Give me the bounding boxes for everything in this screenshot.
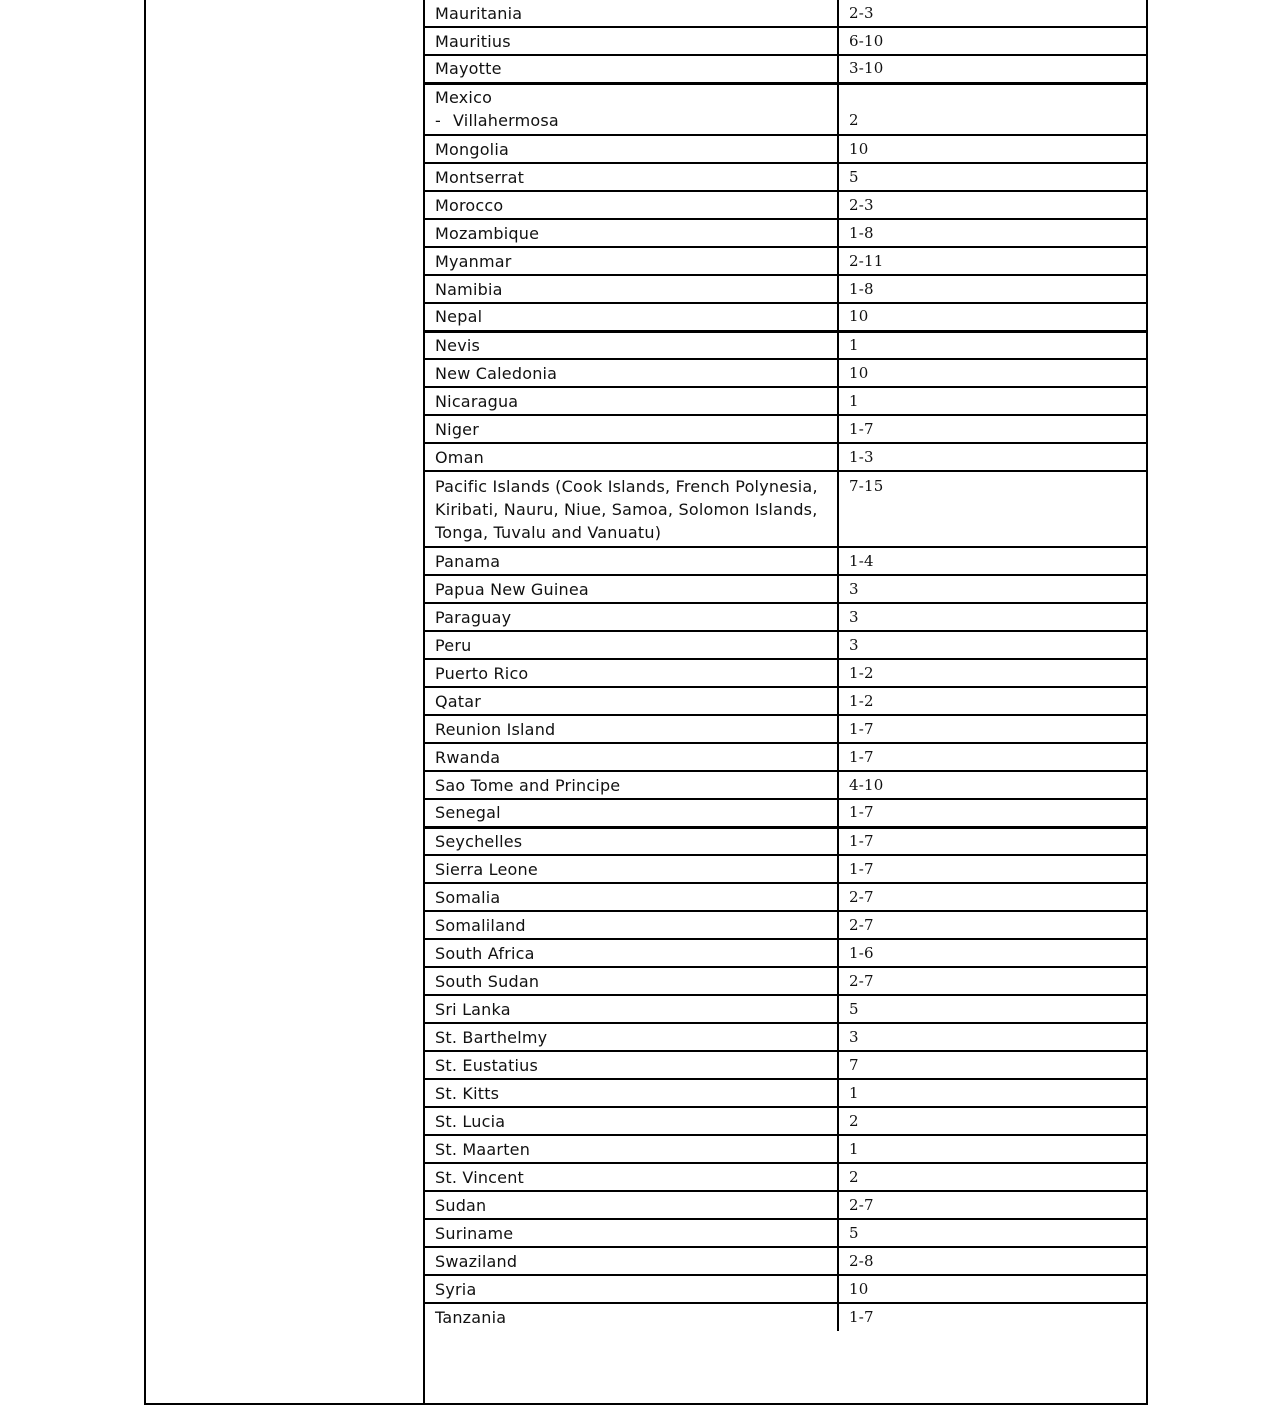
- value-cell: 1: [838, 1135, 1148, 1163]
- country-name: Swaziland: [435, 1251, 518, 1271]
- table-row: [425, 415, 1148, 443]
- table-row: [425, 855, 1148, 883]
- country-name-cell: [425, 1079, 838, 1107]
- table-row: [425, 219, 1148, 247]
- value-cell: 5: [838, 163, 1148, 191]
- country-name-cell: [425, 575, 838, 603]
- country-name-cell: [425, 603, 838, 631]
- value-cell: 5: [838, 1219, 1148, 1247]
- table-row: [425, 771, 1148, 799]
- country-name: Tanzania: [435, 1308, 507, 1327]
- table-row: [425, 1219, 1148, 1247]
- table-row: [425, 191, 1148, 219]
- country-name: Mauritania: [435, 3, 523, 23]
- value-cell: 1-7: [838, 799, 1148, 827]
- value-cell: 1-7: [838, 1303, 1148, 1331]
- country-name-cell: [425, 855, 838, 883]
- country-name: Papua New Guinea: [435, 579, 589, 599]
- value-cell: 7: [838, 1051, 1148, 1079]
- country-name-cell: [425, 1275, 838, 1303]
- country-name: Oman: [435, 447, 484, 467]
- value-cell: 1-8: [838, 275, 1148, 303]
- country-name: Nepal: [435, 307, 483, 327]
- value-cell: 2-11: [838, 247, 1148, 275]
- country-table: [425, 0, 1148, 1331]
- list-dash: -: [435, 111, 441, 130]
- country-name-cell: [425, 331, 838, 359]
- table-row: [425, 883, 1148, 911]
- table-row: [425, 359, 1148, 387]
- country-name: Mexico: [435, 88, 493, 107]
- country-name-cell: [425, 939, 838, 967]
- country-name: South Sudan: [435, 971, 540, 991]
- country-name-cell: [425, 415, 838, 443]
- value-cell: 2-8: [838, 1247, 1148, 1275]
- country-name: Seychelles: [435, 831, 523, 851]
- value-cell: 2: [838, 83, 1148, 135]
- country-name-cell: [425, 135, 838, 163]
- table-row: [425, 1247, 1148, 1275]
- table-row: [425, 443, 1148, 471]
- country-name-cell: [425, 191, 838, 219]
- table-row: [425, 1275, 1148, 1303]
- country-name: St. Eustatius: [435, 1055, 539, 1075]
- table-row: [425, 743, 1148, 771]
- country-name-cell: [425, 359, 838, 387]
- country-name: Morocco: [435, 195, 504, 215]
- country-name: Niger: [435, 419, 479, 439]
- table-row: [425, 135, 1148, 163]
- table-row: [425, 275, 1148, 303]
- table-row: [425, 1191, 1148, 1219]
- country-name: St. Lucia: [435, 1111, 506, 1131]
- country-name: Mauritius: [435, 31, 511, 51]
- table-row: [425, 827, 1148, 855]
- sub-location-name: Villahermosa: [453, 111, 559, 130]
- country-name-cell: [425, 659, 838, 687]
- country-name-cell: [425, 303, 838, 331]
- country-name: Mozambique: [435, 223, 540, 243]
- country-name: Montserrat: [435, 167, 525, 187]
- country-name-cell: [425, 27, 838, 55]
- value-cell: 1: [838, 387, 1148, 415]
- value-cell: 2-7: [838, 967, 1148, 995]
- country-name-cell: [425, 967, 838, 995]
- country-name-cell: [425, 1303, 838, 1331]
- value-cell: 1-4: [838, 547, 1148, 575]
- country-name: Mongolia: [435, 139, 509, 159]
- country-name: Sudan: [435, 1195, 487, 1215]
- country-name: New Caledonia: [435, 363, 558, 383]
- value-cell: 2-7: [838, 911, 1148, 939]
- country-name: Nevis: [435, 335, 481, 355]
- table-row: [425, 547, 1148, 575]
- country-name: St. Barthelmy: [435, 1027, 548, 1047]
- country-name: Pacific Islands (Cook Islands, French Polynesia, Kiribati, Nauru, Niue, Samoa, Solomon Islands, Tonga, Tuvalu and Vanuatu): [435, 477, 818, 542]
- value-cell: 3: [838, 603, 1148, 631]
- table-row: [425, 1079, 1148, 1107]
- country-name-cell: [425, 1051, 838, 1079]
- value-cell: 2-7: [838, 883, 1148, 911]
- country-name-cell: [425, 219, 838, 247]
- table-row: [425, 631, 1148, 659]
- country-name: Somaliland: [435, 915, 526, 935]
- country-name: St. Kitts: [435, 1083, 500, 1103]
- country-name-cell: [425, 163, 838, 191]
- country-name-cell: [425, 387, 838, 415]
- country-name: Myanmar: [435, 251, 512, 271]
- value-cell: 3-10: [838, 55, 1148, 83]
- country-name: Rwanda: [435, 747, 501, 767]
- country-name-cell: [425, 687, 838, 715]
- table-row: [425, 603, 1148, 631]
- table-row: [425, 911, 1148, 939]
- country-name-cell: [425, 827, 838, 855]
- table-row: [425, 659, 1148, 687]
- country-name: South Africa: [435, 943, 535, 963]
- country-name-cell: [425, 547, 838, 575]
- value-cell: 1-7: [838, 743, 1148, 771]
- document-table-frame: [144, 0, 1148, 1405]
- table-row: [425, 471, 1148, 547]
- value-cell: 2-3: [838, 191, 1148, 219]
- value-cell: 1-7: [838, 827, 1148, 855]
- table-row: [425, 303, 1148, 331]
- value-cell: 2: [838, 1107, 1148, 1135]
- table-row: [425, 1135, 1148, 1163]
- country-name: Namibia: [435, 279, 503, 299]
- table-row: [425, 1303, 1148, 1331]
- country-name-cell: [425, 995, 838, 1023]
- country-name: St. Maarten: [435, 1139, 531, 1159]
- table-row: [425, 27, 1148, 55]
- country-name: Nicaragua: [435, 391, 519, 411]
- country-name-cell: [425, 1247, 838, 1275]
- country-name-cell: [425, 0, 838, 27]
- table-row: [425, 1023, 1148, 1051]
- value-cell: 1-8: [838, 219, 1148, 247]
- table-row: [425, 1107, 1148, 1135]
- country-name-cell: [425, 743, 838, 771]
- table-row: [425, 995, 1148, 1023]
- country-name-cell: [425, 1163, 838, 1191]
- country-name: Sri Lanka: [435, 999, 511, 1019]
- value-cell: 3: [838, 631, 1148, 659]
- value-cell: 10: [838, 303, 1148, 331]
- table-row: [425, 939, 1148, 967]
- table-row: [425, 575, 1148, 603]
- table-row: [425, 799, 1148, 827]
- country-name: Mayotte: [435, 59, 502, 79]
- value-cell: 4-10: [838, 771, 1148, 799]
- value-cell: 2-7: [838, 1191, 1148, 1219]
- table-row: [425, 55, 1148, 83]
- country-name-cell: [425, 883, 838, 911]
- country-name: St. Vincent: [435, 1167, 525, 1187]
- country-name-cell: [425, 911, 838, 939]
- value-cell: 1-2: [838, 659, 1148, 687]
- country-name-cell: [425, 1107, 838, 1135]
- value-cell: 3: [838, 575, 1148, 603]
- value-cell: 2: [838, 1163, 1148, 1191]
- country-name: Sao Tome and Principe: [435, 775, 621, 795]
- value-cell: 1-3: [838, 443, 1148, 471]
- country-name: Qatar: [435, 691, 482, 711]
- value-cell: 1-7: [838, 715, 1148, 743]
- country-name-cell: [425, 471, 838, 547]
- country-name-cell: [425, 1023, 838, 1051]
- country-name: Reunion Island: [435, 719, 556, 739]
- table-row: [425, 387, 1148, 415]
- table-row: [425, 687, 1148, 715]
- country-name-cell: [425, 771, 838, 799]
- country-name-cell: [425, 247, 838, 275]
- country-name-cell: [425, 55, 838, 83]
- sub-location: [435, 109, 827, 132]
- value-cell: 3: [838, 1023, 1148, 1051]
- value-cell: 10: [838, 359, 1148, 387]
- value-cell: 10: [838, 1275, 1148, 1303]
- value-cell: 1-7: [838, 855, 1148, 883]
- country-name-cell: [425, 83, 838, 135]
- value-cell: 1-6: [838, 939, 1148, 967]
- table-row: [425, 163, 1148, 191]
- country-name: Sierra Leone: [435, 859, 538, 879]
- country-name-cell: [425, 1191, 838, 1219]
- country-name-cell: [425, 715, 838, 743]
- value-cell: 2-3: [838, 0, 1148, 27]
- country-name: Paraguay: [435, 607, 512, 627]
- table-row: [425, 0, 1148, 27]
- table-row: [425, 331, 1148, 359]
- country-name-cell: [425, 1135, 838, 1163]
- table-row: [425, 1051, 1148, 1079]
- country-name-cell: [425, 443, 838, 471]
- value-cell: 7-15: [838, 471, 1148, 547]
- value-cell: 10: [838, 135, 1148, 163]
- value-cell: 1: [838, 331, 1148, 359]
- country-name: Somalia: [435, 887, 501, 907]
- value-cell: 1-2: [838, 687, 1148, 715]
- country-name-cell: [425, 631, 838, 659]
- table-row: [425, 83, 1148, 135]
- table-row: [425, 967, 1148, 995]
- value-cell: 6-10: [838, 27, 1148, 55]
- empty-left-column: [146, 0, 425, 1403]
- table-row: [425, 1163, 1148, 1191]
- country-name: Peru: [435, 635, 472, 655]
- country-name: Suriname: [435, 1223, 514, 1243]
- country-name-cell: [425, 1219, 838, 1247]
- country-name: Panama: [435, 551, 501, 571]
- country-name-cell: [425, 275, 838, 303]
- country-name: Puerto Rico: [435, 663, 529, 683]
- table-row: [425, 715, 1148, 743]
- value-cell: 1: [838, 1079, 1148, 1107]
- country-name: Syria: [435, 1279, 477, 1299]
- value-cell: 5: [838, 995, 1148, 1023]
- value-cell: 1-7: [838, 415, 1148, 443]
- table-row: [425, 247, 1148, 275]
- country-name-cell: [425, 799, 838, 827]
- country-name: Senegal: [435, 803, 501, 823]
